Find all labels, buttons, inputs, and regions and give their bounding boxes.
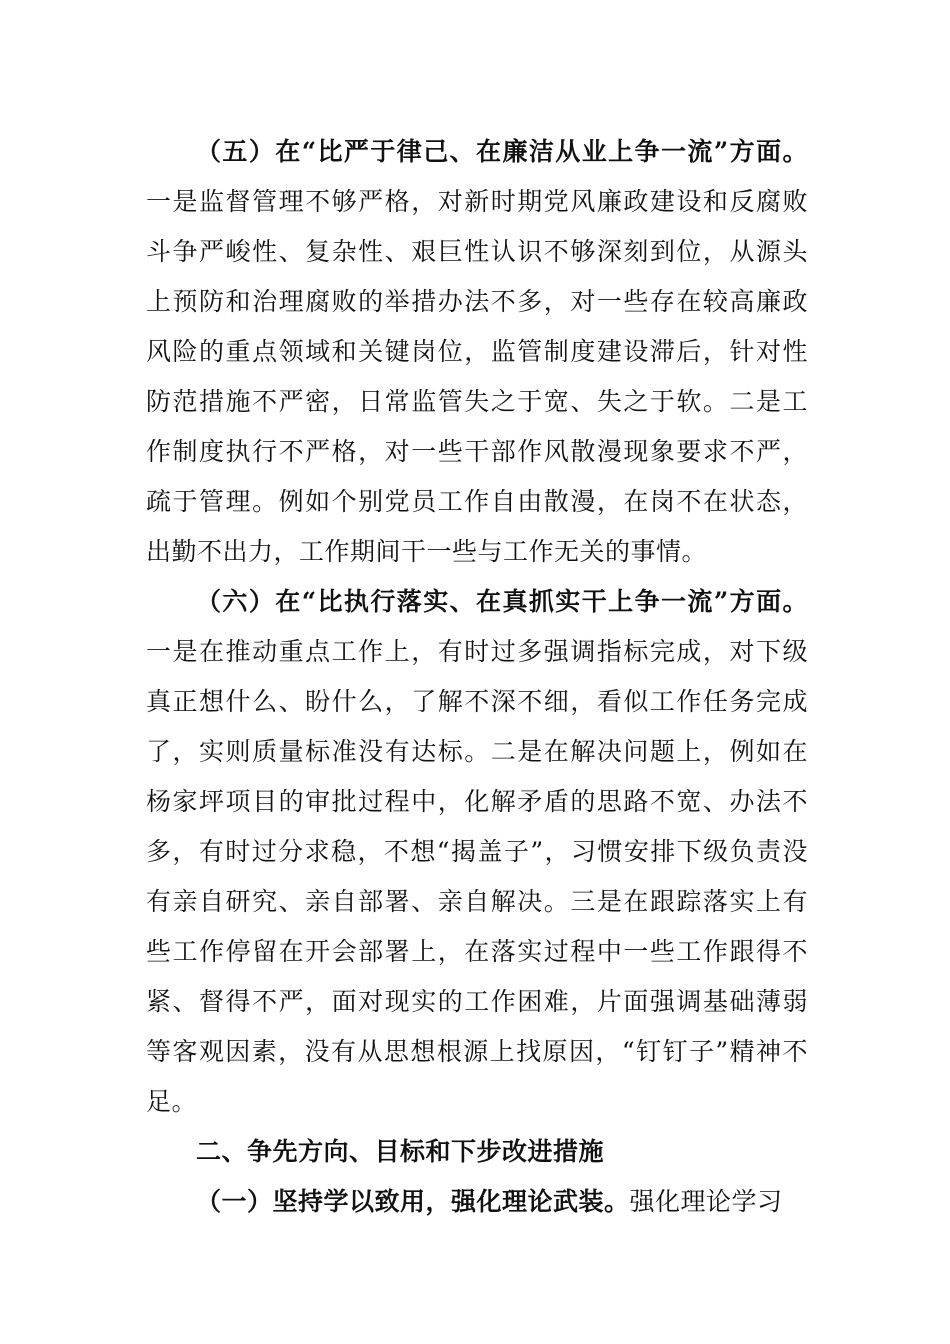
part-2-sub-1-title: （一）坚持学以致用，强化理论武装。 [196,1187,630,1216]
section-6-body: 一是在推动重点工作上，有时过多强调指标完成，对下级真正想什么、盼什么，了解不深不细，看似工作任务完成了，实则质量标准没有达标。二是在解决问题上，例如在杨家坪项目的审批过程中，化解矛盾的思路不宽、办法不多，有时过分求稳，不想“揭盖子”，习惯安排下级负责没有亲自研究、亲自部署、亲自解决。三是在跟踪落实上有些工作停留在开会部署上，在落实过程中一些工作跟得不紧、督得不严，面对现实的工作困难，片面强调基础薄弱等客观因素，没有从思想根源上找原因，“钉钉子”精神不足。 [146,637,808,1116]
section-6-title: （六）在“比执行落实、在真抓实干上争一流”方面。 [196,587,808,616]
part-2-sub-1-body: 强化理论学习 [629,1187,783,1216]
section-5-title: （五）在“比严于律己、在廉洁从业上争一流”方面。 [196,137,808,166]
section-6-paragraph [146,577,808,1127]
section-5-paragraph [146,127,808,577]
part-2-heading: 二、争先方向、目标和下步改进措施 [196,1137,605,1166]
part-2-sub-1-paragraph [146,1177,808,1227]
section-5-body: 一是监督管理不够严格，对新时期党风廉政建设和反腐败斗争严峻性、复杂性、艰巨性认识不够深刻到位，从源头上预防和治理腐败的举措办法不多，对一些存在较高廉政风险的重点领域和关键岗位，监管制度建设滞后，针对性防范措施不严密，日常监管失之于宽、失之于软。二是工作制度执行不严格，对一些干部作风散漫现象要求不严，疏于管理。例如个别党员工作自由散漫，在岗不在状态，出勤不出力，工作期间干一些与工作无关的事情。 [146,187,808,566]
document-page [146,127,808,1227]
